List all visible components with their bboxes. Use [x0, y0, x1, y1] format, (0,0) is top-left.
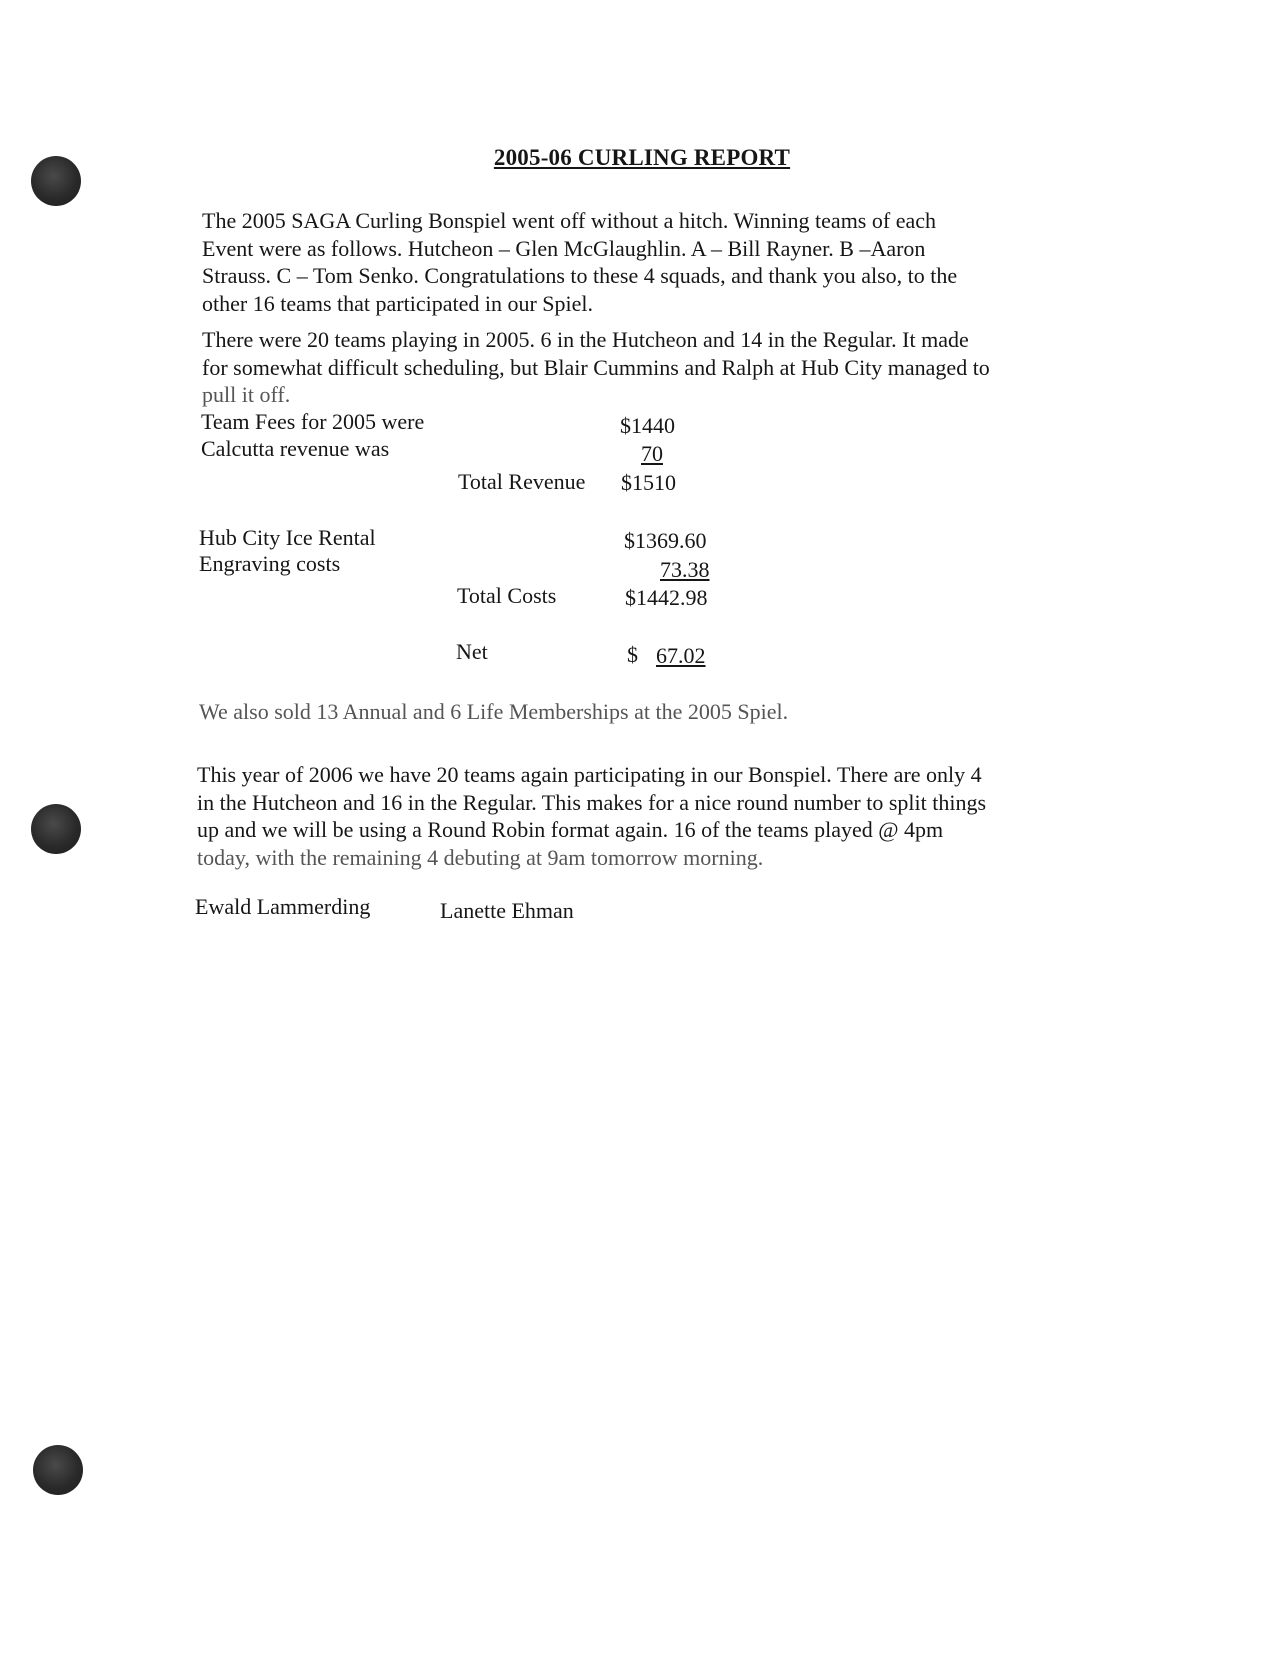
paragraph-line: Strauss. C – Tom Senko. Congratulations to these 4 squads, and thank you also, to the [202, 263, 958, 288]
paragraph-line: today, with the remaining 4 debuting at 9am tomorrow morning. [197, 844, 764, 870]
paragraph-line: pull it off. [202, 382, 291, 407]
paragraph-2006 [197, 761, 986, 871]
engraving-value: 73.38 [660, 557, 710, 582]
calcutta-value: 70 [641, 441, 663, 466]
signature-ewald: Ewald Lammerding [195, 894, 371, 919]
total-revenue-label: Total Revenue [458, 469, 586, 494]
paragraph-line: in the Hutcheon and 16 in the Regular. This makes for a nice round number to split things [197, 789, 987, 815]
total-revenue-value: $1510 [621, 470, 676, 495]
punch-hole-bottom [33, 1445, 83, 1495]
total-costs-value: $1442.98 [625, 585, 708, 610]
ice-rental-label: Hub City Ice Rental [199, 525, 376, 550]
paragraph-line: Event were as follows. Hutcheon – Glen McGlaughlin. A – Bill Rayner. B –Aaron [202, 235, 926, 261]
paragraph-line: other 16 teams that participated in our Spiel. [202, 290, 594, 316]
paragraph-line: There were 20 teams playing in 2005. 6 in the Hutcheon and 14 in the Regular. It made [202, 327, 969, 352]
paragraph-scheduling [202, 326, 990, 409]
total-costs-label: Total Costs [457, 583, 557, 608]
signature-lanette: Lanette Ehman [440, 898, 574, 923]
net-label: Net [456, 639, 488, 664]
memberships-note: We also sold 13 Annual and 6 Life Memberships at the 2005 Spiel. [199, 699, 789, 724]
net-currency: $ [627, 642, 638, 667]
paragraph-line: for somewhat difficult scheduling, but Blair Cummins and Ralph at Hub City managed to [202, 354, 990, 380]
paragraph-line: up and we will be using a Round Robin format again. 16 of the teams played @ 4pm [197, 817, 944, 842]
punch-hole-middle [31, 804, 81, 854]
ice-rental-value: $1369.60 [624, 528, 707, 553]
engraving-label: Engraving costs [199, 551, 341, 576]
net-value: 67.02 [656, 643, 706, 668]
team-fees-label: Team Fees for 2005 were [201, 409, 425, 434]
paragraph-line: The 2005 SAGA Curling Bonspiel went off without a hitch. Winning teams of each [202, 208, 936, 233]
paragraph-line: This year of 2006 we have 20 teams again participating in our Bonspiel. There are only 4 [197, 762, 982, 787]
paragraph-results [202, 207, 957, 317]
report-title: 2005-06 CURLING REPORT [493, 145, 791, 170]
team-fees-value: $1440 [620, 413, 675, 438]
calcutta-label: Calcutta revenue was [201, 436, 390, 461]
